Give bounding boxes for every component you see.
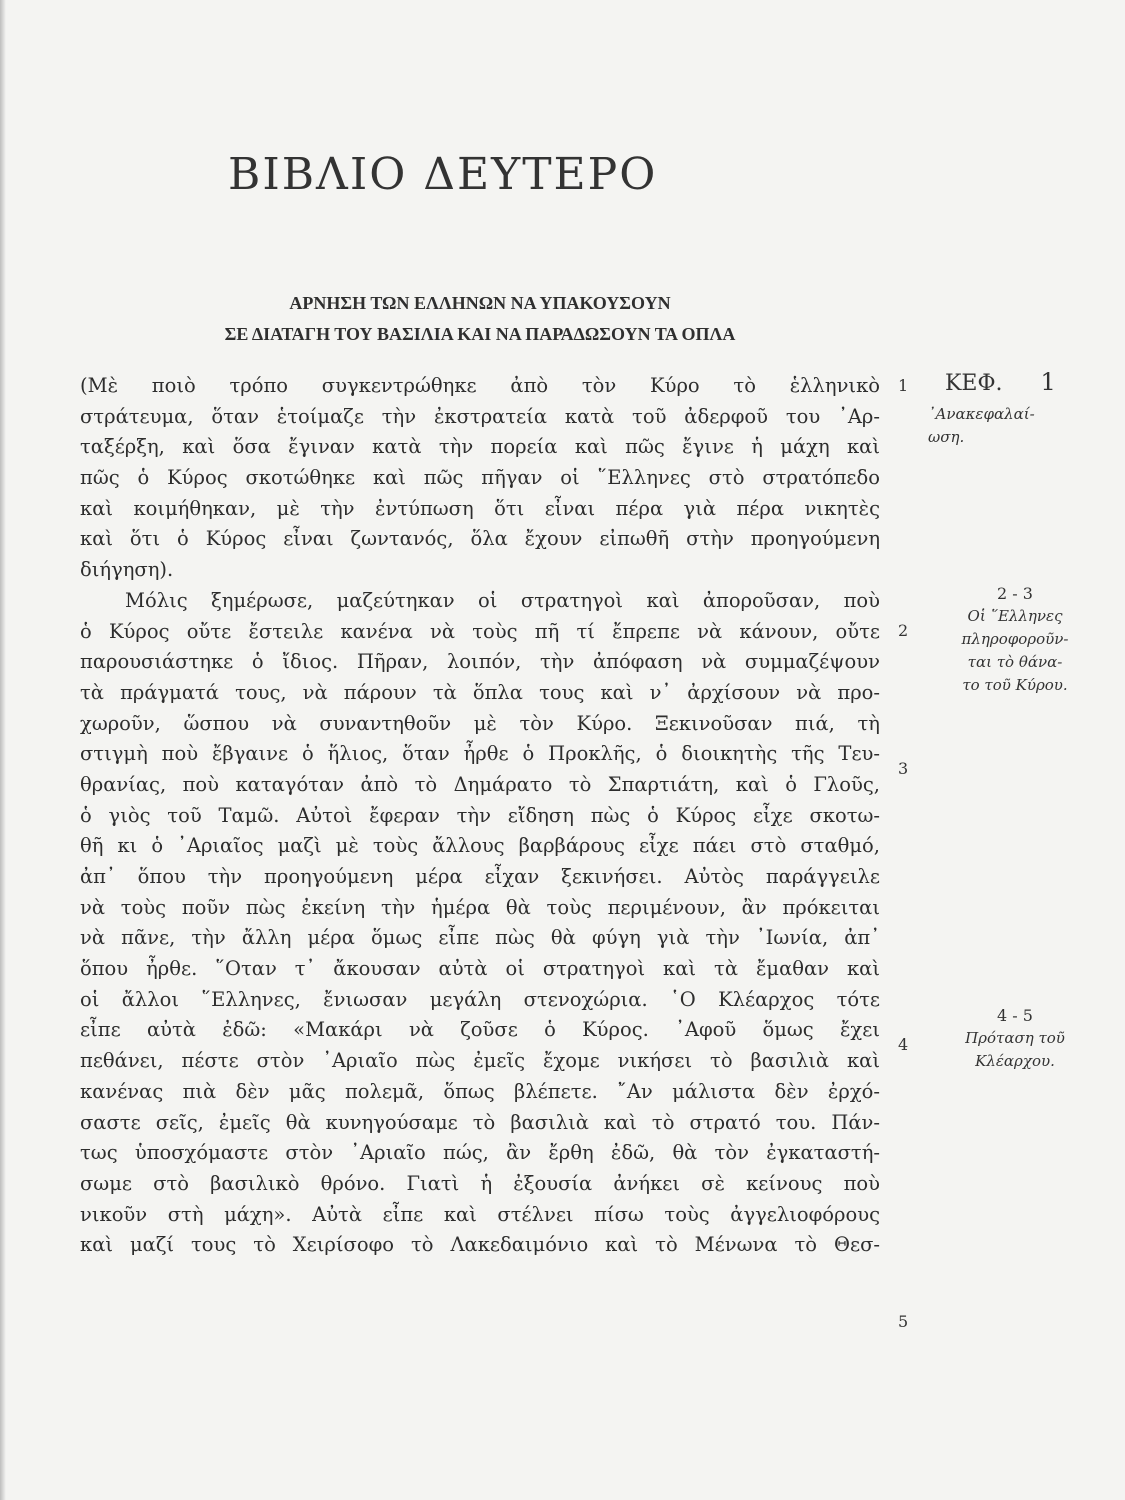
text-line: ὁ Κύρος οὔτε ἔστειλε κανένα νὰ τοὺς πῆ τί ἔπρεπε νὰ κάνουν, οὔτε [80,619,880,643]
chapter-marker-number: 1 [1040,368,1056,396]
chapter-heading [80,288,880,350]
margin-note-text: Οἱ ῞Ελληνες πληροφοροῦν- ται τὸ θάνα- το τοῦ Κύρου. [961,607,1069,694]
text-line: νικοῦν στὴ μάχη». Αὐτὰ εἶπε καὶ στέλνει πίσω τοὺς ἀγγελιοφόρους [80,1202,880,1226]
text-line [80,1261,880,1292]
chapter-marker [945,368,1056,396]
text-line: στιγμὴ ποὺ ἔβγαινε ὁ ἥλιος, ὅταν ἦρθε ὁ Προκλῆς, ὁ διοικητὴς τῆς Τευ- [80,742,880,766]
text-line: θρανίας, ποὺ καταγόταν ἀπὸ τὸ Δημάρατο τὸ Σπαρτιάτη, καὶ ὁ Γλοῦς, [80,772,880,796]
chapter-heading-line-1: ΑΡΝΗΣΗ ΤΩΝ ΕΛΛΗΝΩΝ ΝΑ ΥΠΑΚΟΥΣΟΥΝ [289,293,671,313]
margin-note-summary [928,403,1088,449]
text-line: καὶ κοιμήθηκαν, μὲ τὴν ἐντύπωση ὅτι εἶναι πέρα γιὰ πέρα νικητὲς [80,496,880,520]
text-line: ὅπου ἦρθε. ῞Οταν τ᾿ ἄκουσαν αὐτὰ οἱ στρατηγοὶ καὶ τὰ ἔμαθαν καὶ [80,957,880,981]
section-number-5: 5 [898,1312,909,1331]
text-line: νὰ πᾶνε, τὴν ἄλλη μέρα ὅμως εἶπε πὼς θὰ φύγη γιὰ τὴν ᾿Ιωνία, ἀπ᾿ [80,926,880,950]
text-line: οἱ ἄλλοι ῞Ελληνες, ἔνιωσαν μεγάλη στενοχώρια. ῾Ο Κλέαρχος τότε [80,987,880,1011]
section-number-4: 4 [898,1035,909,1054]
text-line: νὰ τοὺς ποῦν πὼς ἐκείνη τὴν ἡμέρα θὰ τοὺς περιμένουν, ἂν πρόκειται [80,895,880,919]
page-edge-shadow [0,0,6,1500]
text-line: χωροῦν, ὥσπου νὰ συναντηθοῦν μὲ τὸν Κύρο. Ξεκινοῦσαν πιά, τὴ [80,711,880,735]
text-line: τὰ πράγματά τους, νὰ πάρουν τὰ ὅπλα τους καὶ ν᾿ ἀρχίσουν νὰ προ- [80,680,880,704]
text-line: καὶ μαζί τους τὸ Χειρίσοφο τὸ Λακεδαιμόνιο καὶ τὸ Μένωνα τὸ Θεσ- [80,1233,880,1257]
text-line: στράτευμα, ὅταν ἑτοίμαζε τὴν ἐκστρατεία κατὰ τοῦ ἀδερφοῦ του ᾿Αρ- [80,404,880,428]
text-line: σαστε σεῖς, ἐμεῖς θὰ κυνηγούσαμε τὸ βασιλιὰ καὶ τὸ στρατό του. Πάν- [80,1110,880,1134]
book-title: ΒΙΒΛΙΟ ΔΕΥΤΕΡΟ [228,149,658,201]
margin-note-text: Πρόταση τοῦ Κλέαρχου. [965,1029,1065,1070]
text-line: πεθάνει, πέστε στὸν ᾿Αριαῖο πὼς ἐμεῖς ἔχομε νικήσει τὸ βασιλιὰ καὶ [80,1049,880,1073]
chapter-heading-line-2: ΣΕ ΔΙΑΤΑΓΗ ΤΟΥ ΒΑΣΙΛΙΑ ΚΑΙ ΝΑ ΠΑΡΑΔΩΣΟΥΝ ΤΑ ΟΠΛΑ [224,324,736,344]
margin-note-text: ᾿Ανακεφαλαί- ωση. [928,405,1035,446]
text-line: ἀπ᾿ ὅπου τὴν προηγούμενη μέρα εἶχαν ξεκινήσει. Αὐτὸς παράγγειλε [80,865,880,888]
text-line: τως ὑποσχόμαστε στὸν ᾿Αριαῖο πώς, ἂν ἔρθη ἐδῶ, θὰ τὸν ἐγκαταστή- [80,1141,880,1165]
text-line: (Μὲ ποιὸ τρόπο συγκεντρώθηκε ἀπὸ τὸν Κύρο τὸ ἑλληνικὸ [80,374,880,397]
chapter-marker-label: ΚΕΦ. [945,371,1003,396]
text-line: διήγηση). [80,558,174,582]
text-line: σωμε στὸ βασιλικὸ θρόνο. Γιατὶ ἡ ἐξουσία ἀνήκει σὲ κείνους ποὺ [80,1171,880,1195]
text-line: ταξέρξη, καὶ ὅσα ἔγιναν κατὰ τὴν πορεία καὶ πῶς ἔγινε ἡ μάχη καὶ [80,435,880,459]
margin-note-range: 4 - 5 [997,1006,1033,1025]
margin-note-klearchos-proposal [935,1004,1095,1073]
body-text [80,371,880,1292]
text-line: εἶπε αὐτὰ ἐδῶ: «Μακάρι νὰ ζοῦσε ὁ Κύρος. ᾿Αφοῦ ὅμως ἔχει [80,1018,880,1042]
section-number-2: 2 [898,621,909,640]
text-line: πῶς ὁ Κύρος σκοτώθηκε καὶ πῶς πῆγαν οἱ ῞Ελληνες στὸ στρατόπεδο [80,466,880,490]
section-number-3: 3 [898,759,909,778]
text-line: παρουσιάστηκε ὁ ἴδιος. Πῆραν, λοιπόν, τὴν ἀπόφαση νὰ συμμαζέψουν [80,650,880,674]
text-line: κανένας πιὰ δὲν μᾶς πολεμᾶ, ὅπως βλέπετε. ῎Αν μάλιστα δὲν ἐρχό- [80,1079,880,1103]
text-line: θῆ κι ὁ ᾿Αριαῖος μαζὶ μὲ τοὺς ἄλλους βαρβάρους εἶχε πάει στὸ σταθμό, [80,834,880,858]
margin-note-greeks-learn [935,582,1095,697]
section-number-1: 1 [898,376,909,395]
text-line: Μόλις ξημέρωσε, μαζεύτηκαν οἱ στρατηγοὶ καὶ ἀποροῦσαν, ποὺ [125,588,880,612]
text-line: ὁ γιὸς τοῦ Ταμῶ. Αὐτοὶ ἔφεραν τὴν εἴδηση πὼς ὁ Κύρος εἶχε σκοτω- [80,803,880,827]
margin-note-range: 2 - 3 [997,584,1033,603]
text-line: καὶ ὅτι ὁ Κύρος εἶναι ζωντανός, ὅλα ἔχουν εἰπωθῆ στὴν προηγούμενη [80,527,880,551]
